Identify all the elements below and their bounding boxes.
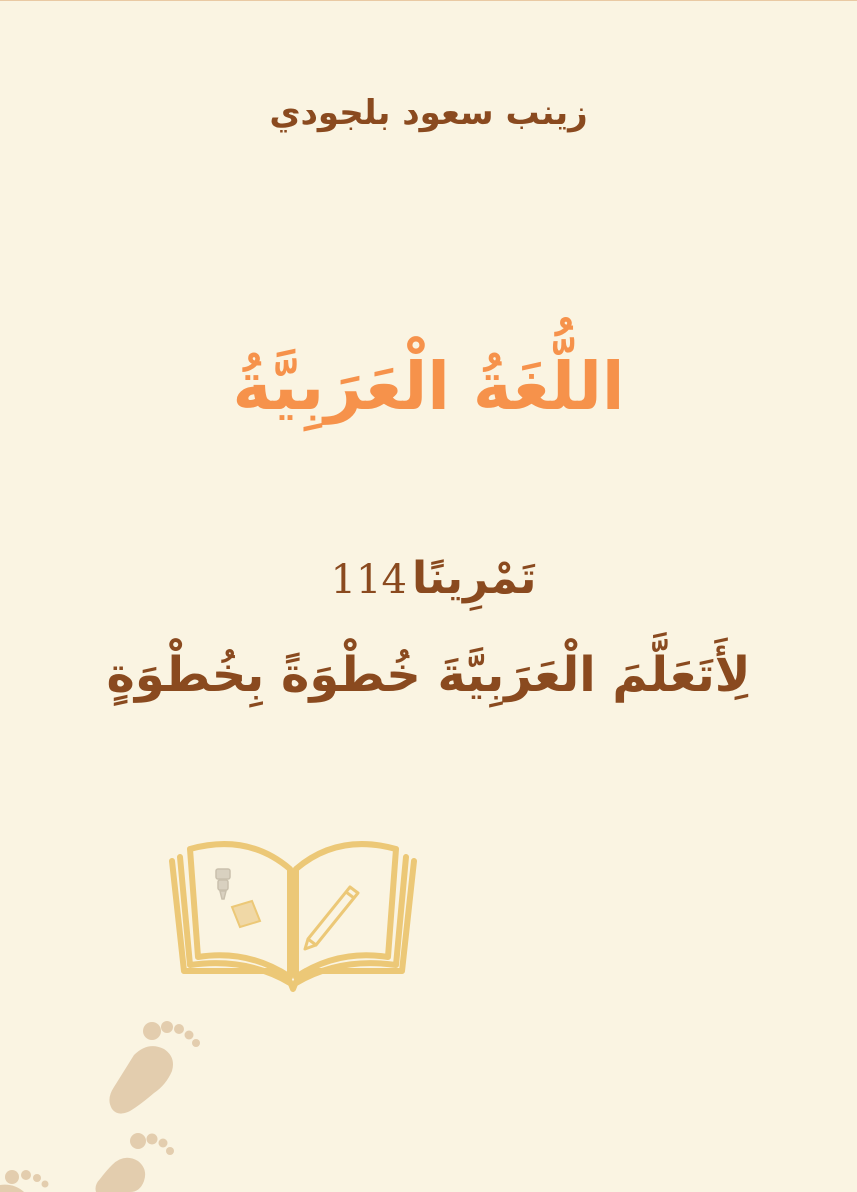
footprint-icon — [0, 1161, 60, 1192]
exercise-count-line — [0, 553, 857, 604]
pencil-icon — [305, 887, 358, 949]
book-title: اللُّغَةُ الْعَرَبِيَّةُ — [232, 348, 625, 425]
open-book-icon — [168, 829, 418, 995]
exercise-count-number: 114 — [330, 557, 407, 603]
footprint-icon — [100, 1013, 210, 1123]
book-subtitle: لِأَتَعَلَّمَ الْعَرَبِيَّةَ خُطْوَةً بِخُطْوَةٍ — [106, 647, 751, 703]
exercise-count-word: تَمْرِينًا — [412, 553, 537, 604]
eraser-icon — [232, 901, 260, 927]
footprint-icon — [90, 1129, 180, 1192]
sharpener-icon — [216, 869, 230, 899]
author-name: زينب سعود بلجودي — [269, 93, 588, 133]
